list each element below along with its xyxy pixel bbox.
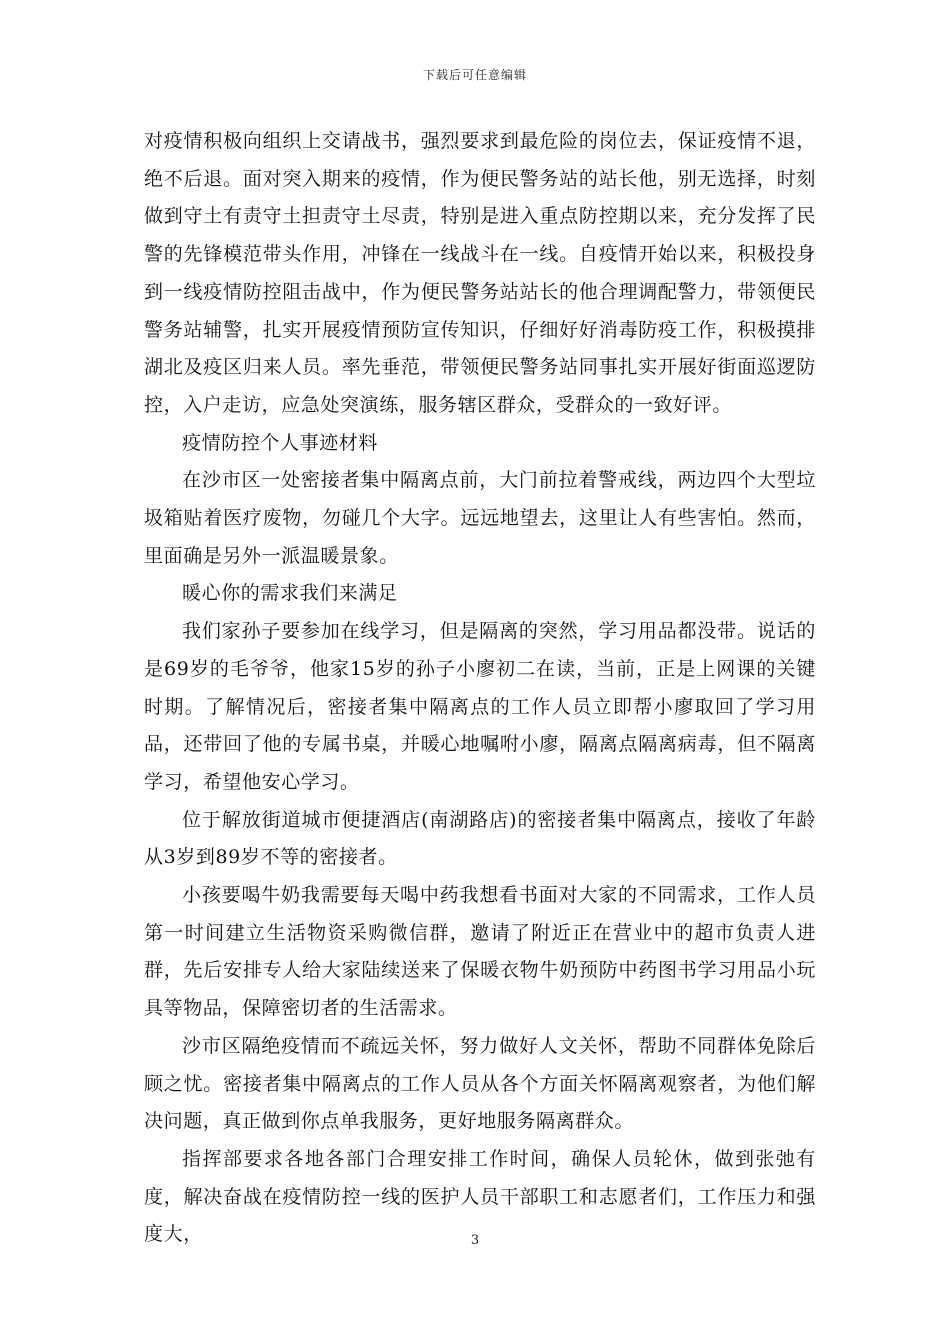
section-heading-needs: 暖心你的需求我们来满足 <box>182 582 398 605</box>
paragraph-command-requirements: 指挥部要求各地各部门合理安排工作时间，确保人员轮休，做到张弛有度，解决奋战在疫情防控一线的医护人员干部职工和志愿者们，工作压力和强度大， <box>144 1147 816 1246</box>
paragraph-humanistic-care: 沙市区隔绝疫情而不疏远关怀，努力做好人文关怀，帮助不同群体免除后顾之忧。密接者集中隔离点的工作人员从各个方面关怀隔离观察者，为他们解决问题，真正做到你点单我服务，更好地服务隔离群众。 <box>144 1034 816 1133</box>
document-body <box>144 123 816 1254</box>
paragraph-isolation-site: 在沙市区一处密接者集中隔离点前，大门前拉着警戒线，两边四个大型垃圾箱贴着医疗废物，勿碰几个大字。远远地望去，这里让人有些害怕。然而，里面确是另外一派温暖景象。 <box>144 469 816 567</box>
page-number: 3 <box>470 1233 480 1248</box>
paragraph-grandson-study: 我们家孙子要参加在线学习，但是隔离的突然，学习用品都没带。说话的是69岁的毛爷爷，他家15岁的孙子小廖初二在读，当前，正是上网课的关键时期。了解情况后，密接者集中隔离点的工作人员立即帮小廖取回了学习用品，还带回了他的专属书桌，并暖心地嘱咐小廖，隔离点隔离病毒，但不隔离学习，希望他安心学习。 <box>144 620 816 793</box>
page-header: 下载后可任意编辑 <box>422 68 527 82</box>
paragraph-supplies: 小孩要喝牛奶我需要每天喝中药我想看书面对大家的不同需求，工作人员第一时间建立生活物资采购微信群，邀请了附近正在营业中的超市负责人进群，先后安排专人给大家陆续送来了保暖衣物牛奶预防中药图书学习用品小玩具等物品，保障密切者的生活需求。 <box>144 884 816 1020</box>
section-heading-deeds: 疫情防控个人事迹材料 <box>182 431 379 454</box>
paragraph-continuation: 对疫情积极向组织上交请战书，强烈要求到最危险的岗位去，保证疫情不退，绝不后退。面对突入期来的疫情，作为便民警务站的站长他，别无选择，时刻做到守土有责守土担责守土尽责，特别是进入重点防控期以来，充分发挥了民警的先锋模范带头作用，冲锋在一线战斗在一线。自疫情开始以来，积极投身到一线疫情防控阻击战中，作为便民警务站站长的他合理调配警力，带领便民警务站辅警，扎实开展疫情预防宣传知识，仔细好好消毒防疫工作，积极摸排湖北及疫区归来人员。率先垂范，带领便民警务站同事扎实开展好街面巡逻防控，入户走访，应急处突演练，服务辖区群众，受群众的一致好评。 <box>144 130 816 416</box>
paragraph-hotel-site: 位于解放街道城市便捷酒店(南湖路店)的密接者集中隔离点，接收了年龄从3岁到89岁不等的密接者。 <box>144 808 816 869</box>
